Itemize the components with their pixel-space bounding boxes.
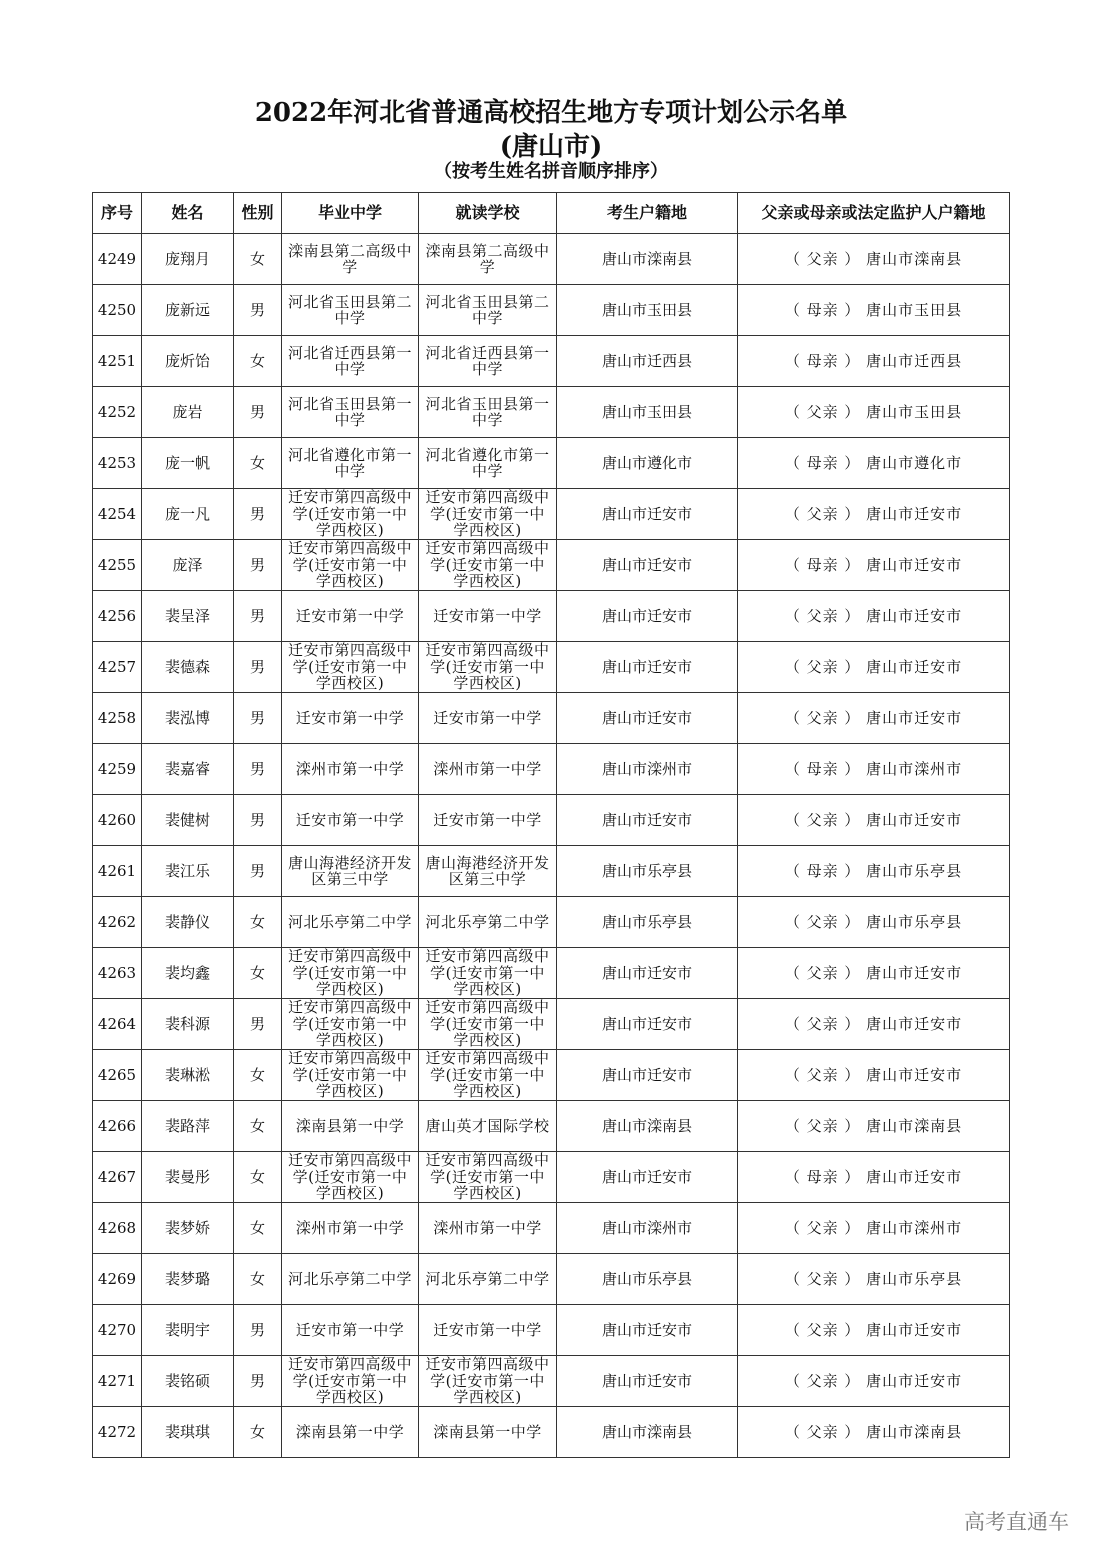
cell-index: 4269 [93,1254,142,1305]
cell-name: 裴路萍 [142,1101,234,1152]
cell-gender: 男 [234,540,282,591]
cell-name: 庞一帆 [142,438,234,489]
cell-name: 庞炘饴 [142,336,234,387]
cell-name: 裴科源 [142,999,234,1050]
cell-gender: 女 [234,438,282,489]
cell-household: 唐山市迁安市 [557,1050,738,1101]
cell-name: 裴琪琪 [142,1407,234,1458]
table-row [93,1101,1010,1152]
table-row [93,1356,1010,1407]
cell-current-school: 滦南县第二高级中学 [419,234,557,285]
cell-name: 裴曼彤 [142,1152,234,1203]
cell-current-school: 唐山海港经济开发区第三中学 [419,846,557,897]
cell-index: 4262 [93,897,142,948]
cell-household: 唐山市迁安市 [557,999,738,1050]
table-row [93,285,1010,336]
cell-gender: 女 [234,1101,282,1152]
cell-gender: 女 [234,1407,282,1458]
cell-guardian-household: （ 父亲 ） 唐山市滦州市 [738,1203,1010,1254]
cell-current-school: 滦州市第一中学 [419,744,557,795]
cell-name: 裴均鑫 [142,948,234,999]
cell-graduated-school: 迁安市第四高级中学(迁安市第一中学西校区) [282,999,419,1050]
cell-guardian-household: （ 母亲 ） 唐山市迁西县 [738,336,1010,387]
table-row [93,336,1010,387]
cell-name: 庞岩 [142,387,234,438]
cell-household: 唐山市迁安市 [557,1305,738,1356]
cell-name: 庞泽 [142,540,234,591]
cell-name: 裴琳淞 [142,1050,234,1101]
watermark: 高考直通车 [964,1510,1069,1534]
cell-graduated-school: 迁安市第四高级中学(迁安市第一中学西校区) [282,948,419,999]
cell-graduated-school: 滦南县第一中学 [282,1407,419,1458]
cell-current-school: 迁安市第四高级中学(迁安市第一中学西校区) [419,1050,557,1101]
cell-gender: 男 [234,846,282,897]
cell-graduated-school: 迁安市第四高级中学(迁安市第一中学西校区) [282,1356,419,1407]
cell-household: 唐山市迁安市 [557,795,738,846]
cell-current-school: 滦南县第一中学 [419,1407,557,1458]
cell-current-school: 河北省遵化市第一中学 [419,438,557,489]
cell-current-school: 河北省玉田县第一中学 [419,387,557,438]
table-row [93,948,1010,999]
cell-guardian-household: （ 父亲 ） 唐山市迁安市 [738,948,1010,999]
cell-gender: 男 [234,744,282,795]
cell-guardian-household: （ 父亲 ） 唐山市迁安市 [738,1050,1010,1101]
cell-household: 唐山市迁安市 [557,693,738,744]
cell-index: 4252 [93,387,142,438]
cell-name: 裴德森 [142,642,234,693]
cell-household: 唐山市乐亭县 [557,897,738,948]
cell-index: 4257 [93,642,142,693]
cell-name: 庞新远 [142,285,234,336]
cell-current-school: 河北省迁西县第一中学 [419,336,557,387]
cell-household: 唐山市迁安市 [557,1356,738,1407]
cell-guardian-household: （ 母亲 ） 唐山市滦州市 [738,744,1010,795]
cell-gender: 男 [234,999,282,1050]
cell-household: 唐山市迁西县 [557,336,738,387]
cell-graduated-school: 滦州市第一中学 [282,744,419,795]
cell-name: 裴静仪 [142,897,234,948]
cell-guardian-household: （ 父亲 ） 唐山市迁安市 [738,489,1010,540]
cell-gender: 男 [234,591,282,642]
table-row [93,693,1010,744]
table-row [93,795,1010,846]
cell-name: 庞翔月 [142,234,234,285]
cell-current-school: 滦州市第一中学 [419,1203,557,1254]
cell-current-school: 迁安市第四高级中学(迁安市第一中学西校区) [419,1152,557,1203]
cell-graduated-school: 滦南县第二高级中学 [282,234,419,285]
cell-gender: 女 [234,1254,282,1305]
cell-gender: 女 [234,1203,282,1254]
cell-name: 庞一凡 [142,489,234,540]
cell-guardian-household: （ 父亲 ） 唐山市滦南县 [738,234,1010,285]
cell-graduated-school: 迁安市第四高级中学(迁安市第一中学西校区) [282,642,419,693]
cell-index: 4260 [93,795,142,846]
cell-guardian-household: （ 母亲 ） 唐山市迁安市 [738,1152,1010,1203]
roster-table [92,192,1010,1458]
cell-current-school: 河北乐亭第二中学 [419,1254,557,1305]
document-title: 2022年河北省普通高校招生地方专项计划公示名单 [254,98,848,128]
cell-gender: 男 [234,387,282,438]
cell-graduated-school: 河北乐亭第二中学 [282,1254,419,1305]
cell-household: 唐山市乐亭县 [557,846,738,897]
cell-household: 唐山市滦南县 [557,1101,738,1152]
cell-household: 唐山市迁安市 [557,642,738,693]
cell-household: 唐山市迁安市 [557,1152,738,1203]
document-subtitle: (唐山市) [499,132,603,162]
cell-household: 唐山市玉田县 [557,285,738,336]
header-household: 考生户籍地 [557,193,738,234]
cell-gender: 男 [234,489,282,540]
table-row [93,744,1010,795]
cell-graduated-school: 河北省玉田县第二中学 [282,285,419,336]
cell-current-school: 迁安市第四高级中学(迁安市第一中学西校区) [419,999,557,1050]
cell-guardian-household: （ 母亲 ） 唐山市玉田县 [738,285,1010,336]
cell-guardian-household: （ 父亲 ） 唐山市玉田县 [738,387,1010,438]
cell-index: 4261 [93,846,142,897]
table-row [93,438,1010,489]
cell-household: 唐山市乐亭县 [557,1254,738,1305]
cell-guardian-household: （ 母亲 ） 唐山市遵化市 [738,438,1010,489]
cell-index: 4266 [93,1101,142,1152]
cell-current-school: 迁安市第四高级中学(迁安市第一中学西校区) [419,1356,557,1407]
cell-graduated-school: 迁安市第四高级中学(迁安市第一中学西校区) [282,1050,419,1101]
table-row [93,1152,1010,1203]
cell-gender: 女 [234,1152,282,1203]
table-row [93,1050,1010,1101]
cell-current-school: 迁安市第一中学 [419,591,557,642]
cell-guardian-household: （ 父亲 ） 唐山市迁安市 [738,1356,1010,1407]
cell-current-school: 唐山英才国际学校 [419,1101,557,1152]
table-row [93,846,1010,897]
cell-index: 4265 [93,1050,142,1101]
cell-index: 4250 [93,285,142,336]
cell-gender: 男 [234,1305,282,1356]
cell-index: 4270 [93,1305,142,1356]
cell-name: 裴健树 [142,795,234,846]
cell-graduated-school: 迁安市第四高级中学(迁安市第一中学西校区) [282,540,419,591]
table-row [93,1407,1010,1458]
header-name: 姓名 [142,193,234,234]
cell-guardian-household: （ 父亲 ） 唐山市迁安市 [738,795,1010,846]
table-row [93,1254,1010,1305]
cell-current-school: 迁安市第四高级中学(迁安市第一中学西校区) [419,540,557,591]
cell-gender: 男 [234,642,282,693]
cell-index: 4263 [93,948,142,999]
cell-graduated-school: 迁安市第一中学 [282,693,419,744]
cell-household: 唐山市玉田县 [557,387,738,438]
cell-guardian-household: （ 父亲 ） 唐山市乐亭县 [738,897,1010,948]
cell-gender: 男 [234,795,282,846]
cell-household: 唐山市滦南县 [557,1407,738,1458]
cell-graduated-school: 迁安市第一中学 [282,795,419,846]
table-row [93,489,1010,540]
cell-graduated-school: 滦州市第一中学 [282,1203,419,1254]
cell-household: 唐山市滦南县 [557,234,738,285]
table-row [93,897,1010,948]
cell-current-school: 迁安市第一中学 [419,1305,557,1356]
cell-name: 裴梦娇 [142,1203,234,1254]
cell-index: 4259 [93,744,142,795]
cell-index: 4249 [93,234,142,285]
cell-graduated-school: 迁安市第四高级中学(迁安市第一中学西校区) [282,489,419,540]
cell-current-school: 迁安市第一中学 [419,795,557,846]
cell-gender: 男 [234,285,282,336]
cell-index: 4256 [93,591,142,642]
cell-index: 4268 [93,1203,142,1254]
cell-household: 唐山市迁安市 [557,489,738,540]
cell-index: 4271 [93,1356,142,1407]
cell-current-school: 迁安市第四高级中学(迁安市第一中学西校区) [419,948,557,999]
table-row [93,642,1010,693]
header-current-school: 就读学校 [419,193,557,234]
cell-guardian-household: （ 父亲 ） 唐山市迁安市 [738,693,1010,744]
cell-name: 裴明宇 [142,1305,234,1356]
cell-current-school: 河北乐亭第二中学 [419,897,557,948]
cell-current-school: 河北省玉田县第二中学 [419,285,557,336]
cell-index: 4264 [93,999,142,1050]
table-row [93,591,1010,642]
cell-name: 裴泓博 [142,693,234,744]
cell-household: 唐山市滦州市 [557,744,738,795]
cell-graduated-school: 河北省遵化市第一中学 [282,438,419,489]
cell-gender: 女 [234,336,282,387]
cell-guardian-household: （ 母亲 ） 唐山市乐亭县 [738,846,1010,897]
cell-graduated-school: 河北乐亭第二中学 [282,897,419,948]
cell-graduated-school: 迁安市第一中学 [282,591,419,642]
cell-household: 唐山市滦州市 [557,1203,738,1254]
cell-name: 裴梦璐 [142,1254,234,1305]
cell-name: 裴呈泽 [142,591,234,642]
sort-note: （按考生姓名拼音顺序排序） [434,161,668,182]
header-graduated-school: 毕业中学 [282,193,419,234]
cell-graduated-school: 河北省迁西县第一中学 [282,336,419,387]
cell-name: 裴嘉睿 [142,744,234,795]
cell-index: 4255 [93,540,142,591]
table-row [93,1203,1010,1254]
cell-household: 唐山市遵化市 [557,438,738,489]
cell-current-school: 迁安市第四高级中学(迁安市第一中学西校区) [419,642,557,693]
table-row [93,234,1010,285]
cell-graduated-school: 迁安市第四高级中学(迁安市第一中学西校区) [282,1152,419,1203]
cell-guardian-household: （ 父亲 ） 唐山市迁安市 [738,642,1010,693]
cell-guardian-household: （ 父亲 ） 唐山市迁安市 [738,591,1010,642]
cell-guardian-household: （ 父亲 ） 唐山市乐亭县 [738,1254,1010,1305]
header-guardian-household: 父亲或母亲或法定监护人户籍地 [738,193,1010,234]
cell-current-school: 迁安市第四高级中学(迁安市第一中学西校区) [419,489,557,540]
cell-gender: 女 [234,948,282,999]
cell-graduated-school: 河北省玉田县第一中学 [282,387,419,438]
cell-gender: 男 [234,1356,282,1407]
cell-gender: 女 [234,234,282,285]
cell-guardian-household: （ 父亲 ） 唐山市滦南县 [738,1407,1010,1458]
cell-guardian-household: （ 父亲 ） 唐山市滦南县 [738,1101,1010,1152]
table-row [93,999,1010,1050]
cell-gender: 女 [234,1050,282,1101]
table-row [93,1305,1010,1356]
cell-graduated-school: 唐山海港经济开发区第三中学 [282,846,419,897]
cell-graduated-school: 迁安市第一中学 [282,1305,419,1356]
table-row [93,540,1010,591]
cell-index: 4272 [93,1407,142,1458]
cell-index: 4253 [93,438,142,489]
cell-guardian-household: （ 父亲 ） 唐山市迁安市 [738,999,1010,1050]
table-header-row [93,193,1010,234]
cell-gender: 女 [234,897,282,948]
header-gender: 性别 [234,193,282,234]
cell-graduated-school: 滦南县第一中学 [282,1101,419,1152]
cell-index: 4267 [93,1152,142,1203]
cell-gender: 男 [234,693,282,744]
cell-household: 唐山市迁安市 [557,948,738,999]
cell-guardian-household: （ 母亲 ） 唐山市迁安市 [738,540,1010,591]
cell-current-school: 迁安市第一中学 [419,693,557,744]
header-index: 序号 [93,193,142,234]
cell-household: 唐山市迁安市 [557,591,738,642]
cell-index: 4254 [93,489,142,540]
cell-household: 唐山市迁安市 [557,540,738,591]
cell-index: 4251 [93,336,142,387]
cell-index: 4258 [93,693,142,744]
cell-guardian-household: （ 父亲 ） 唐山市迁安市 [738,1305,1010,1356]
table-row [93,387,1010,438]
cell-name: 裴铭硕 [142,1356,234,1407]
cell-name: 裴江乐 [142,846,234,897]
